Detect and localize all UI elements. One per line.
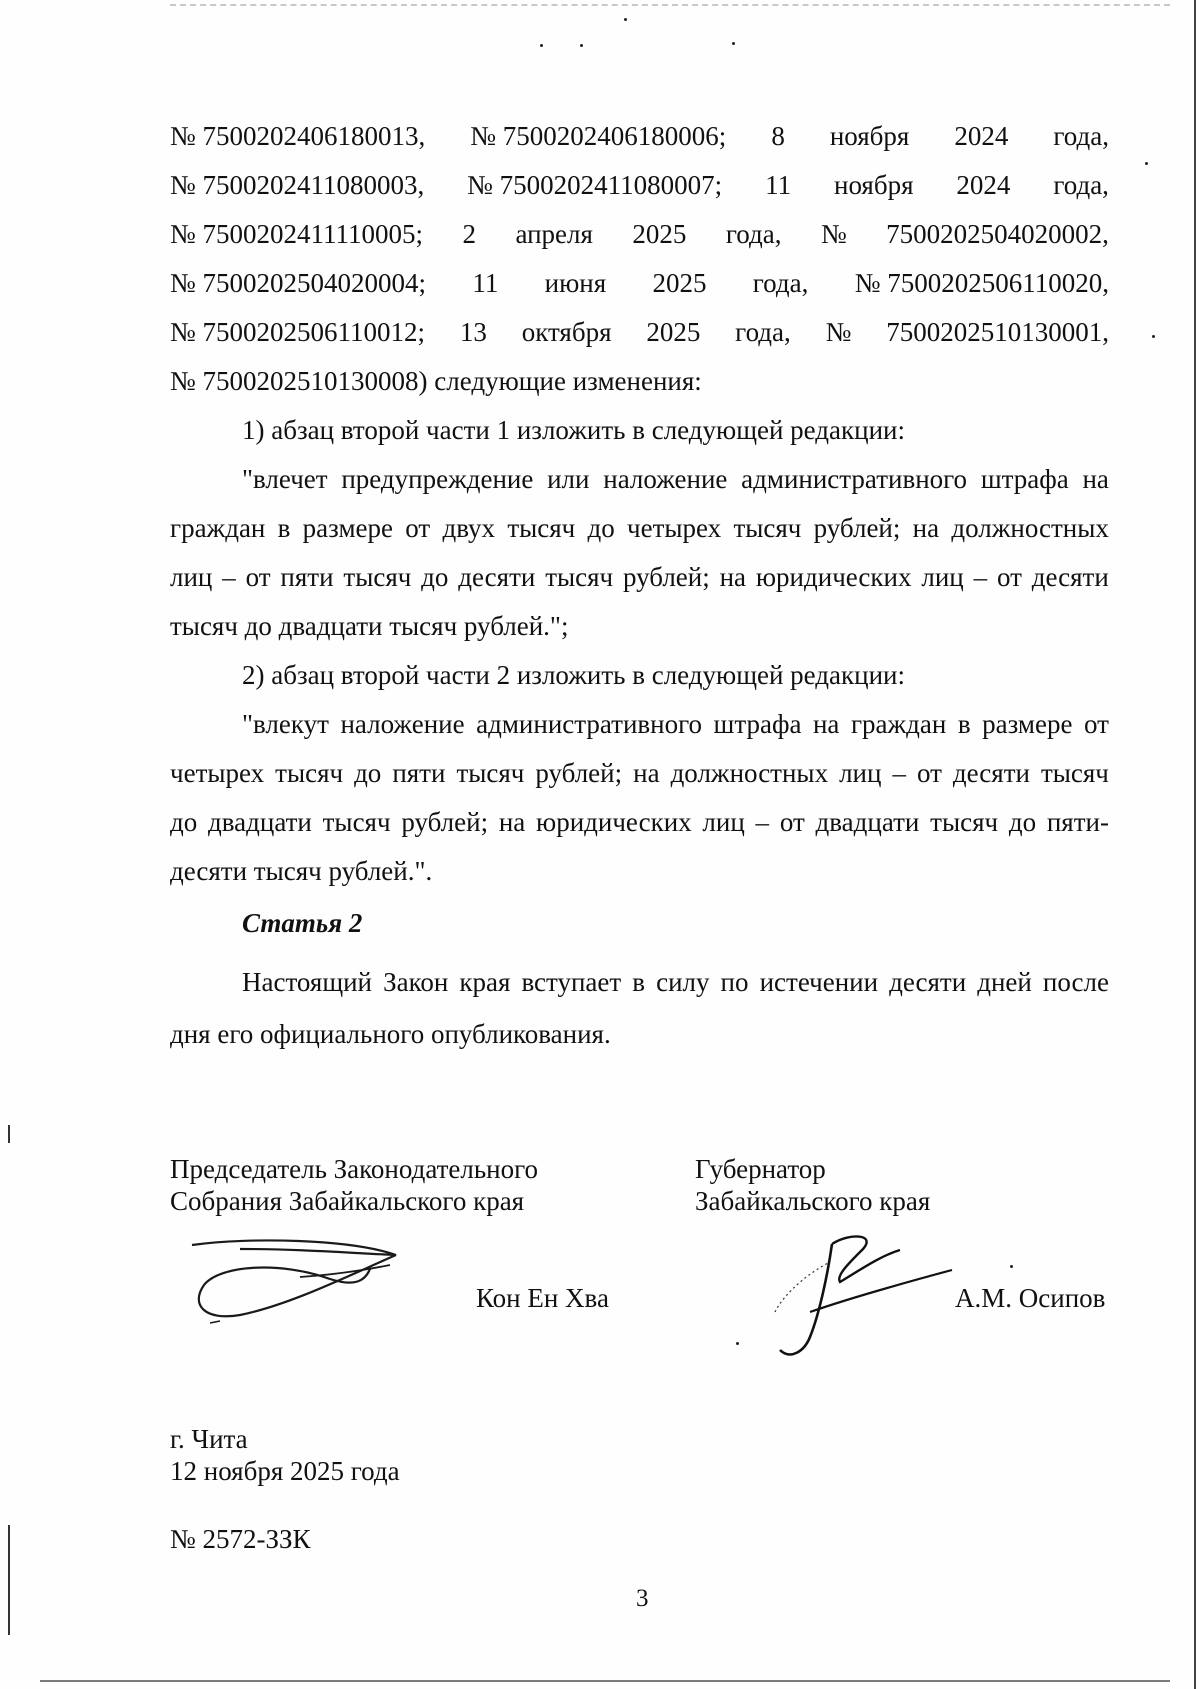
quote-word: – <box>892 758 906 788</box>
number-list-token: 2024 <box>954 121 1009 151</box>
quote-word: четырех <box>627 513 722 543</box>
number-list-token: апреля <box>515 219 593 249</box>
number-list-line <box>170 161 1109 210</box>
quote-word: тысяч <box>507 513 576 543</box>
number-list-token: № <box>820 219 847 249</box>
quote-word: должностных <box>670 758 829 788</box>
quote-word: рублей; <box>813 513 901 543</box>
scan-left-mark <box>8 1125 10 1143</box>
quote-word: рублей; <box>622 562 710 592</box>
scan-speck <box>1145 162 1148 165</box>
number-list-line <box>170 112 1109 161</box>
number-list-token: октября <box>521 317 612 347</box>
number-list-token: № 7500202411080003, <box>170 170 425 200</box>
number-list-token: 13 <box>459 317 487 347</box>
quote-word: десяти <box>952 758 1030 788</box>
quote-line <box>170 455 1109 504</box>
scan-left-mark <box>8 1525 10 1635</box>
quote-word: до <box>421 562 449 592</box>
quote-word: размере <box>982 709 1073 739</box>
quote-word: тысяч <box>322 807 391 837</box>
quote-word: пяти <box>392 758 446 788</box>
left-signature-image <box>180 1235 410 1335</box>
scan-right-edge <box>1194 0 1196 1689</box>
quote-word: четырех <box>170 758 265 788</box>
quote-word: от <box>779 807 805 837</box>
quote-word: двадцати <box>815 807 920 837</box>
number-list-token: года, <box>1053 121 1109 151</box>
left-title-line-1: Председатель Законодательного <box>170 1154 539 1184</box>
number-list-token: ноября <box>834 170 914 200</box>
item-1-heading: 1) абзац второй части 1 изложить в следующей редакции: <box>242 415 905 445</box>
quote-word: до <box>354 758 382 788</box>
quote-word: рублей; <box>535 758 623 788</box>
article-2-text: Настоящий Закон края вступает в силу по истечении десяти дней после дня его официального опубликования. <box>170 967 1109 1049</box>
number-list-token: 8 <box>771 121 785 151</box>
quote-word: лиц <box>921 562 964 592</box>
scan-speck <box>1152 335 1155 338</box>
number-list-token: 2025 <box>646 317 701 347</box>
quote-word: лиц <box>170 562 213 592</box>
number-list-continuation <box>170 112 1109 357</box>
number-list-token: 11 <box>472 268 499 298</box>
right-title-line-1: Губернатор <box>695 1154 826 1184</box>
quote-word: двадцати <box>208 807 312 837</box>
quote-word: предупреждение <box>341 464 534 494</box>
quote-word: тысяч <box>343 562 412 592</box>
number-list-token: № 7500202411080007; <box>467 170 723 200</box>
quote-word: наложение <box>340 709 465 739</box>
place-and-date <box>170 1423 400 1487</box>
right-title-line-2: Забайкальского края <box>695 1186 931 1216</box>
right-signature-image <box>770 1232 960 1362</box>
item-2-quote <box>170 700 1109 896</box>
quote-line: тысяч до двадцати тысяч рублей."; <box>170 611 569 641</box>
number-list-token: 11 <box>765 170 792 200</box>
quote-word: тысяч <box>275 758 344 788</box>
law-number: № 2572-ЗЗК <box>170 1524 311 1554</box>
number-list-token: ноября <box>829 121 910 151</box>
quote-word: двух <box>442 513 496 543</box>
quote-word: от <box>405 513 431 543</box>
right-signatory-name: А.М. Осипов <box>955 1283 1106 1313</box>
number-list-token: года, <box>735 317 791 347</box>
left-title-line-2: Собрания Забайкальского края <box>170 1186 525 1216</box>
quote-word: от <box>996 562 1022 592</box>
quote-word: размере <box>302 513 393 543</box>
quote-word: тысяч <box>456 758 525 788</box>
quote-word: – <box>222 562 236 592</box>
quote-line <box>170 504 1109 553</box>
number-list-line <box>170 259 1109 308</box>
number-list-token: 2025 <box>652 268 707 298</box>
quote-line <box>170 749 1109 798</box>
number-list-token: № 7500202506110020, <box>854 268 1109 298</box>
quote-word: штрафа <box>713 709 802 739</box>
quote-word: на <box>498 807 526 837</box>
quote-word: на <box>812 709 840 739</box>
quote-word: граждан <box>850 709 947 739</box>
quote-word: от <box>245 562 271 592</box>
number-list-token: № 7500202506110012; <box>170 317 426 347</box>
scan-bottom-line <box>40 1680 1170 1682</box>
number-list-token: 2 <box>462 219 476 249</box>
left-signatory-title <box>170 1153 538 1217</box>
quote-word: от <box>1084 709 1109 739</box>
quote-word: наложение <box>603 464 728 494</box>
quote-word: граждан <box>170 513 266 543</box>
left-signatory-name: Кон Ен Хва <box>476 1283 609 1313</box>
article-2-heading: Статья 2 <box>242 908 363 938</box>
number-list-token: № 7500202504020004; <box>170 268 427 298</box>
quote-word: в <box>957 709 971 739</box>
quote-line <box>170 798 1109 847</box>
continuation-last-line: № 7500202510130008) следующие изменения: <box>170 366 702 396</box>
quote-word: до <box>587 513 615 543</box>
number-list-token: 7500202510130001, <box>886 317 1109 347</box>
quote-word: в <box>277 513 291 543</box>
item-2-heading: 2) абзац второй части 2 изложить в следующей редакции: <box>242 660 905 690</box>
scan-speck <box>580 44 583 47</box>
number-list-token: № 7500202411110005; <box>170 219 424 249</box>
quote-word: десяти <box>1031 562 1109 592</box>
number-list-token: 2024 <box>956 170 1011 200</box>
quote-line: десяти тысяч рублей.". <box>170 856 433 886</box>
quote-word: "влечет <box>242 464 328 494</box>
number-list-token: июня <box>544 268 607 298</box>
quote-word: от <box>916 758 942 788</box>
right-signatory-title <box>695 1153 930 1217</box>
quote-word: штрафа <box>980 464 1069 494</box>
quote-word: административного <box>476 709 703 739</box>
quote-word: "влекут <box>242 709 329 739</box>
document-body <box>170 112 1109 896</box>
page-number: 3 <box>636 1585 649 1612</box>
item-1-quote <box>170 455 1109 651</box>
number-list-token: 7500202504020002, <box>886 219 1109 249</box>
quote-word: юридических <box>536 807 692 837</box>
quote-word: тысяч <box>930 807 999 837</box>
quote-word: на <box>719 562 747 592</box>
quote-word: должностных <box>951 513 1109 543</box>
quote-word: – <box>973 562 988 592</box>
number-list-token: № 7500202406180013, <box>170 121 426 151</box>
number-list-line <box>170 308 1109 357</box>
quote-word: пяти- <box>1046 807 1109 837</box>
quote-word: пяти <box>280 562 334 592</box>
quote-word: тысяч <box>1040 758 1109 788</box>
quote-word: на <box>912 513 940 543</box>
scan-speck <box>736 1342 739 1345</box>
quote-word: на <box>1082 464 1109 494</box>
quote-word: лиц <box>839 758 882 788</box>
quote-word: до <box>1008 807 1037 837</box>
scan-speck <box>732 42 735 45</box>
number-list-token: года, <box>1053 170 1109 200</box>
signing-date: 12 ноября 2025 года <box>170 1456 400 1486</box>
quote-word: рублей; <box>401 807 489 837</box>
quote-word: тысяч <box>545 562 614 592</box>
quote-word: на <box>633 758 660 788</box>
number-list-token: № 7500202406180006; <box>470 121 727 151</box>
quote-word: лиц <box>702 807 745 837</box>
quote-word: административного <box>741 464 968 494</box>
quote-line <box>170 700 1109 749</box>
quote-word: до <box>170 807 198 837</box>
scan-top-artifact <box>170 4 1170 9</box>
quote-line <box>170 553 1109 602</box>
city: г. Чита <box>170 1424 248 1454</box>
scan-speck <box>624 18 627 21</box>
number-list-token: года, <box>752 268 809 298</box>
scan-speck <box>540 44 543 47</box>
number-list-token: 2025 <box>632 219 687 249</box>
quote-word: десяти <box>458 562 536 592</box>
number-list-line <box>170 210 1109 259</box>
number-list-token: года, <box>725 219 782 249</box>
number-list-token: № <box>825 317 852 347</box>
quote-word: тысяч <box>733 513 802 543</box>
scan-speck <box>1010 1265 1013 1268</box>
quote-word: – <box>755 807 770 837</box>
quote-word: или <box>547 464 590 494</box>
quote-word: юридических <box>755 562 912 592</box>
